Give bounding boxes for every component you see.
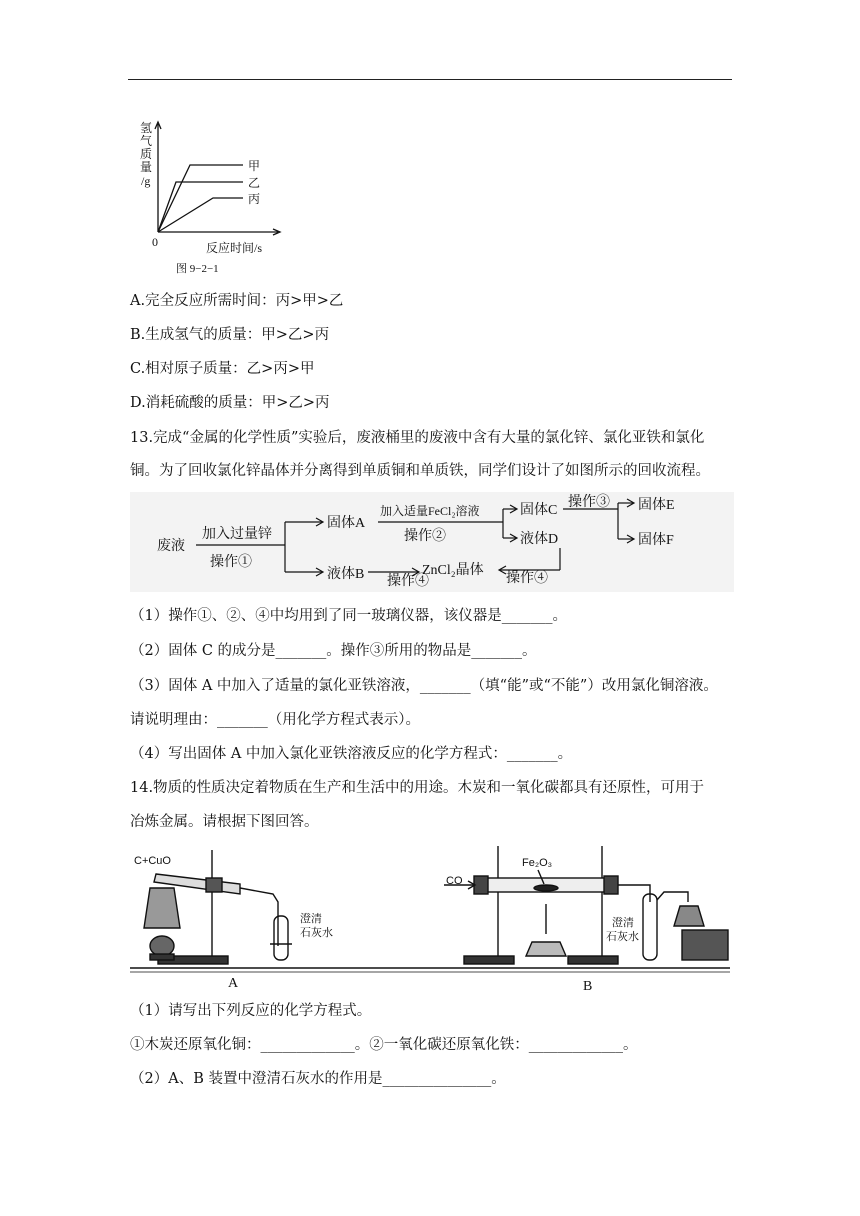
- app-a-water-line2: 石灰水: [300, 927, 333, 939]
- hydrogen-mass-graph: [128, 118, 298, 278]
- app-b-stand-base-right: [568, 956, 618, 964]
- app-a-lamp: [150, 936, 174, 956]
- flow-solid-f: 固体F: [638, 533, 674, 548]
- app-b-exhaust-tube: [657, 892, 688, 902]
- origin-label: 0: [152, 235, 158, 249]
- app-a-limewater-tube: [274, 916, 288, 960]
- reduction-apparatus-figure: [128, 842, 732, 994]
- series-label-yi: 乙: [248, 176, 261, 190]
- app-b-co: CO: [446, 875, 463, 887]
- flow-add-zinc: 加入过量锌: [202, 527, 272, 542]
- option-c: C.相对原子质量：乙>丙>甲: [130, 361, 315, 377]
- q14-stem-line2: 冶炼金属。请根据下图回答。: [130, 814, 319, 830]
- app-a-tag: A: [228, 976, 239, 991]
- flow-op1: 操作①: [210, 555, 252, 570]
- q13-stem-line1: 13.完成“金属的化学性质”实验后，废液桶里的废液中含有大量的氯化锌、氯化亚铁和氯化: [130, 430, 705, 446]
- q13-sub3-reason: 请说明理由：_______（用化学方程式表示）。: [130, 712, 420, 728]
- recovery-flowchart: [130, 492, 734, 592]
- app-a-water-line1: 澄清: [300, 913, 322, 925]
- app-b-exhaust-lamp: [674, 906, 704, 926]
- app-b-fe2o3-sample: [534, 885, 558, 891]
- option-b: B.生成氢气的质量：甲>乙>丙: [130, 327, 330, 343]
- app-b-stand-base-left: [464, 956, 514, 964]
- flow-add-fecl2: 加入适量FeCl₂溶液: [380, 504, 480, 518]
- q14-sub2: （2）A、B 装置中澄清石灰水的作用是_______________。: [130, 1071, 506, 1087]
- graph-caption: 图 9−2−1: [176, 263, 219, 275]
- option-d: D.消耗硫酸的质量：甲>乙>丙: [130, 395, 330, 411]
- q13-sub1: （1）操作①、②、④中均用到了同一玻璃仪器，该仪器是_______。: [130, 608, 567, 624]
- q14-sub1: （1）请写出下列反应的化学方程式。: [130, 1003, 372, 1019]
- ylabel-char-3: 质: [140, 147, 153, 161]
- q13-stem-line2: 铜。为了回收氯化锌晶体并分离得到单质铜和单质铁，同学们设计了如图所示的回收流程。: [130, 463, 710, 479]
- q13-sub4: （4）写出固体 A 中加入氯化亚铁溶液反应的化学方程式：_______。: [130, 746, 573, 762]
- flow-zncl2: ZnCl₂晶体: [422, 563, 484, 578]
- series-label-jia: 甲: [248, 159, 261, 173]
- ylabel-char-1: 氢: [140, 121, 153, 135]
- flow-op3: 操作③: [568, 495, 610, 510]
- app-b-exhaust-box: [682, 930, 728, 960]
- app-b-outlet-tube: [618, 885, 650, 902]
- app-a-mesh-cover: [144, 888, 180, 928]
- x-axis-label: 反应时间/s: [206, 241, 263, 255]
- q13-sub2: （2）固体 C 的成分是_______。操作③所用的物品是_______。: [130, 643, 537, 659]
- app-b-limewater-tube: [643, 894, 657, 960]
- series-label-bing: 丙: [248, 192, 261, 206]
- flow-solid-e: 固体E: [638, 498, 675, 513]
- app-b-water-line1: 澄清: [612, 917, 634, 929]
- flow-liquid-d: 液体D: [520, 532, 559, 547]
- header-rule: [128, 79, 732, 80]
- app-a-delivery-tube: [240, 888, 278, 946]
- flow-solid-a: 固体A: [327, 516, 366, 531]
- app-b-fe2o3: Fe₂O₃: [522, 857, 553, 869]
- app-b-stopper-right: [604, 876, 618, 894]
- flow-op2: 操作②: [404, 529, 446, 544]
- q14-stem-line1: 14.物质的性质决定着物质在生产和生活中的用途。木炭和一氧化碳都具有还原性，可用于: [130, 780, 705, 796]
- flow-op4-right: 操作④: [506, 571, 548, 586]
- app-b-water-line2: 石灰水: [606, 931, 639, 943]
- flow-solid-c: 固体C: [520, 503, 558, 518]
- flow-op4-left: 操作④: [387, 574, 429, 589]
- ylabel-char-5: /g: [141, 174, 151, 188]
- flow-liquid-b: 液体B: [327, 567, 365, 582]
- option-a: A.完全反应所需时间：丙>甲>乙: [130, 293, 344, 309]
- app-a-clamp: [206, 878, 222, 892]
- ylabel-char-2: 气: [140, 134, 153, 148]
- flow-waste: 废液: [157, 539, 185, 554]
- ylabel-char-4: 量: [140, 160, 153, 174]
- q14-sub1-equations: ①木炭还原氧化铜：_____________。②一氧化碳还原氧化铁：_____________。: [130, 1037, 638, 1053]
- app-a-lamp-base: [150, 954, 174, 960]
- q13-sub3: （3）固体 A 中加入了适量的氯化亚铁溶液，_______（填“能”或“不能”）改用氯化铜溶液。: [130, 678, 718, 694]
- app-b-tag: B: [583, 979, 593, 994]
- line-bing: [158, 198, 243, 232]
- app-a-label-c-cuo: C+CuO: [134, 855, 171, 867]
- app-b-burner: [526, 942, 566, 956]
